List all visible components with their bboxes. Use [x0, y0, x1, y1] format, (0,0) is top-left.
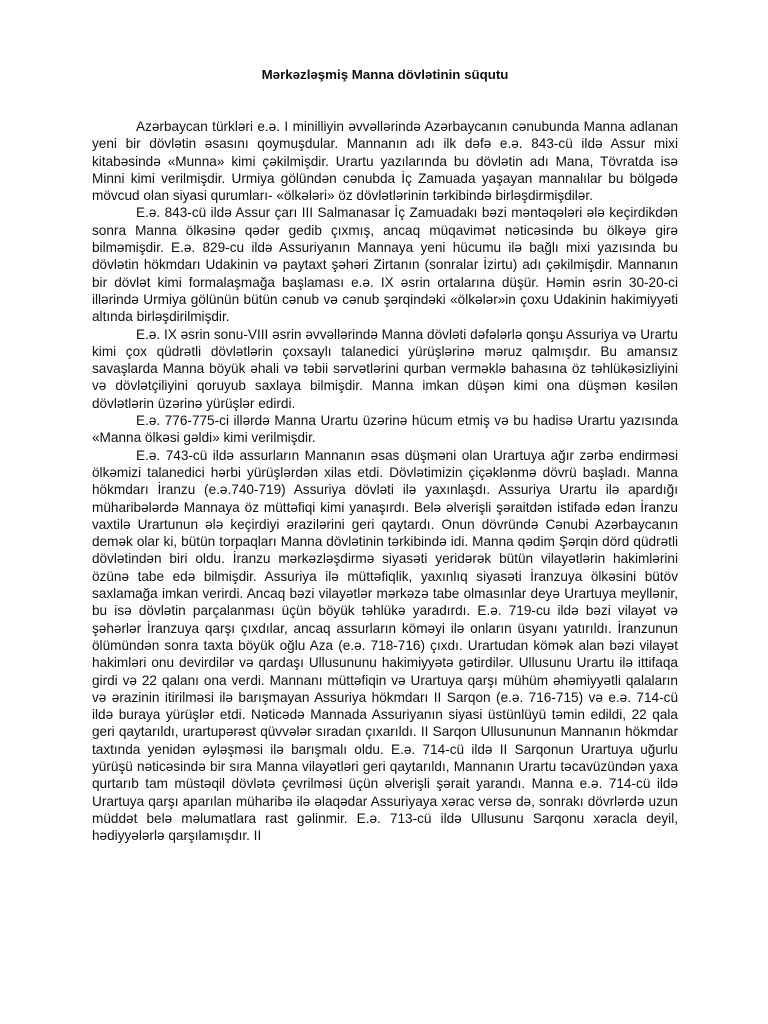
document-body [92, 118, 678, 844]
document-page [92, 0, 678, 1024]
paragraph-5: E.ə. 743-cü ildə assurların Mannanın əsas düşməni olan Urartuya ağır zərbə endirməsi ölkəmizi talanedici hərbi yürüşlərdən xilas etdi. Dövlətimizin çiçəklənmə dövrü başladı. Manna hökmdarı İranzu (e.ə.740-719) Assuriya dövləti ilə yaxınlaşdı. Assuriya Urartu ilə apardığı müharibələrdə Mannaya öz müttəfiqi kimi yanaşırdı. Belə əlverişli şəraitdən istifadə edən İranzu vaxtilə Urartunun ələ keçirdiyi ərazilərini geri qaytardı. Onun dövründə Cənubi Azərbaycanın demək olar ki, bütün torpaqları Manna dövlətinin tərkibində idi. Manna qədim Şərqin dörd qüdrətli dövlətindən biri oldu. İranzu mərkəzləşdirmə siyasəti yeridərək bütün vilayətlərin hakimlərini özünə tabe edə bilmişdir. Assuriya ilə müttəfiqlik, yaxınlıq siyasəti İranzuya ölkəsini bütöv saxlamağa imkan verirdi. Ancaq bəzi vilayətlər mərkəzə tabe olmasınlar deyə Urartuya meyllənir, bu isə dövlətin parçalanması üçün böyük təhlükə yaradırdı. E.ə. 719-cu ildə bəzi vilayət və şəhərlər İranzuya qarşı çıxdılar, ancaq assurların köməyi ilə onların üsyanı yatırıldı. İranzunun ölümündən sonra taxta böyük oğlu Aza (e.ə. 718-716) çıxdı. Urartudan kömək alan bəzi vilayət hakimləri onu devirdilər və qardaşı Ullusununu hakimiyyətə gətirdilər. Ullusunu Urartu ilə ittifaqa girdi və 22 qalanı ona verdi. Mannanı müttəfiqin və Urartuya qarşı mühüm əhəmiyyətli qalaların və ərazinin itirilməsi ilə barışmayan Assuriya hökmdarı II Sarqon (e.ə. 716-715) və e.ə. 714-cü ildə buraya yürüşlər etdi. Nəticədə Mannada Assuriyanın siyasi üstünlüyü təmin edildi, 22 qala geri qaytarıldı, urartupərəst qüvvələr sıradan çıxarıldı. II Sarqon Ullusununun Mannanın hökmdar taxtında yenidən əyləşməsi ilə barışmalı oldu. E.ə. 714-cü ildə II Sarqonun Urartuya uğurlu yürüşü nəticəsində bir sıra Manna vilayətləri geri qaytarıldı, Mannanın Urartu təcavüzündən yaxa qurtarıb tam müstəqil dövlətə çevrilməsi üçün əlverişli şərait yarandı. Manna e.ə. 714-cü ildə Urartuya qarşı aparılan müharibə ilə əlaqədar Assuriyaya xərac versə də, sonrakı dövrlərdə uzun müddət belə məlumatlara rast gəlinmir. E.ə. 713-cü ildə Ullusunu Sarqonu xəracla deyil, hədiyyələrlə qarşılamışdır. II [92, 447, 678, 844]
paragraph-3: E.ə. IX əsrin sonu-VIII əsrin əvvəllərində Manna dövləti dəfələrlə qonşu Assuriya və Urartu kimi çox qüdrətli dövlətlərin çoxsaylı talanedici yürüşlərinə məruz qalmışdır. Bu amansız savaşlarda Manna böyük əhali və təbii sərvətlərini qurban verməklə bahasına öz təhlükəsizliyini və dövlətçiliyini qoruyub saxlaya bilmişdir. Manna imkan düşən kimi ona düşmən kəsilən dövlətlərin üzərinə yürüşlər edirdi. [92, 326, 678, 411]
paragraph-2: E.ə. 843-cü ildə Assur çarı III Salmanasar İç Zamuadakı bəzi məntəqələri ələ keçirdikdən sonra Manna ölkəsinə qədər gedib çıxmış, ancaq müqavimət nəticəsində bu ölkəyə girə bilməmişdir. E.ə. 829-cu ildə Assuriyanın Mannaya yeni hücumu ilə bağlı mixi yazısında bu dövlətin hökmdarı Udakinin və paytaxt şəhəri Zirtanın (sonralar İzirtu) adı çəkilmişdir. Mannanın bir dövlət kimi formalaşmağa başlaması e.ə. IX əsrin ortalarına düşür. Həmin əsrin 30-20-ci illərində Urmiya gölünün bütün cənub və cənub şərqindəki «ölkələr»in çoxu Udakinin hakimiyyəti altında birləşdirilmişdir. [92, 205, 678, 325]
paragraph-1: Azərbaycan türkləri e.ə. I minilliyin əvvəllərində Azərbaycanın cənubunda Manna adlanan yeni bir dövlətin əsasını qoymuşdular. Mannanın adı ilk dəfə e.ə. 843-cü ildə Assur mixi kitabəsində «Munna» kimi çəkilmişdir. Urartu yazılarında bu dövlətin adı Mana, Tövratda isə Minni kimi verilmişdir. Urmiya gölündən cənubda İç Zamuada yaşayan mannalılar bu bölgədə mövcud olan siyasi qurumları- «ölkələri» öz dövlətlərinin tərkibində birləşdirmişdilər. [92, 119, 678, 204]
paragraph-4: E.ə. 776-775-ci illərdə Manna Urartu üzərinə hücum etmiş və bu hadisə Urartu yazısında «Manna ölkəsi gəldi» kimi verilmişdir. [92, 413, 678, 446]
document-title: Mərkəzləşmiş Manna dövlətinin süqutu [261, 67, 509, 82]
